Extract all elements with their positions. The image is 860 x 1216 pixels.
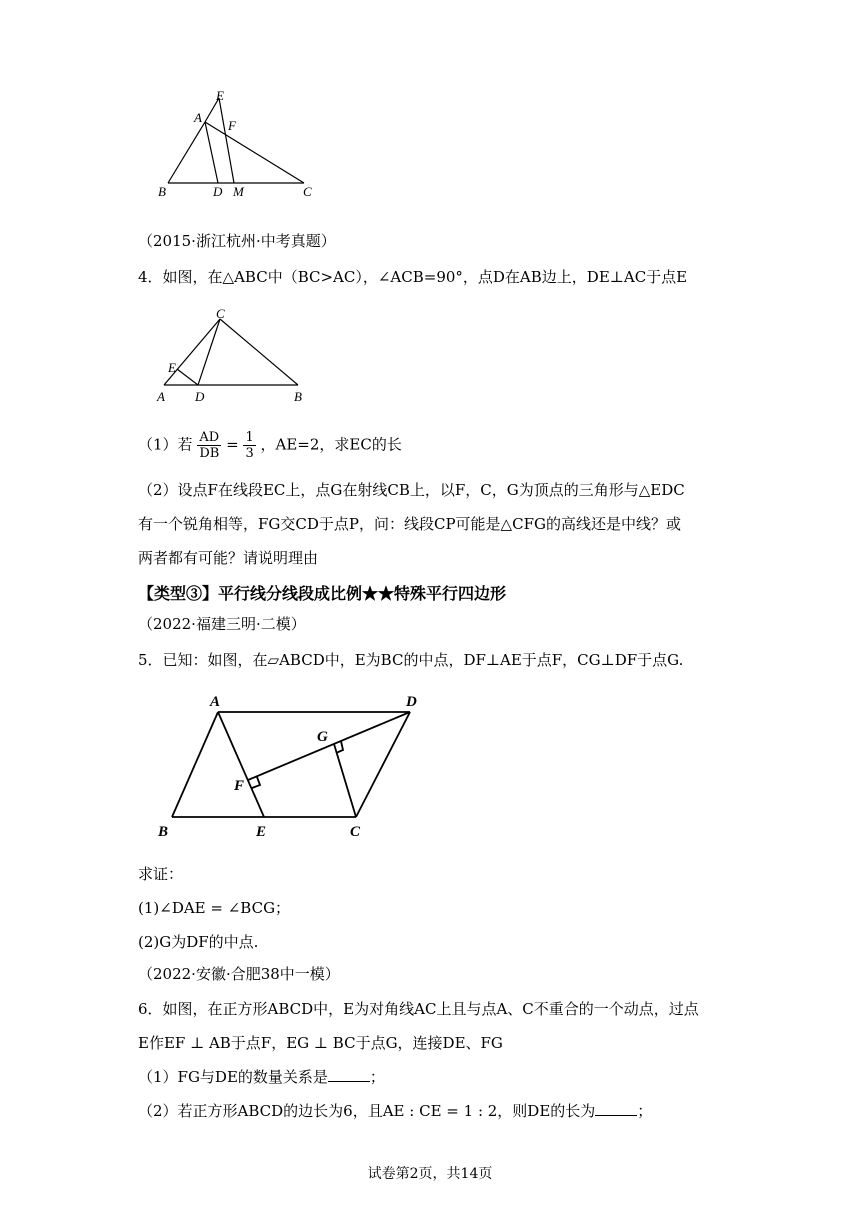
fraction-1-3: $\frac{1}{3}$	[245, 430, 254, 461]
question-6-line1	[138, 998, 699, 1019]
question-number: 5．	[138, 651, 163, 669]
label-c: C	[350, 824, 361, 840]
question-text: 如图，在△ABC中（BC>AC），∠ACB=90°，点D在AB边上，DE⊥AC于点E	[162, 268, 688, 286]
prove-item-2: (2)G为DF的中点.	[138, 933, 259, 951]
part1-prefix: （1）若	[138, 435, 193, 454]
question-4-part-2-line1: （2）设点F在线段EC上，点G在射线CB上，以F，C，G为顶点的三角形与△EDC	[138, 481, 685, 499]
label-f: F	[228, 118, 236, 133]
section-title: 【类型③】平行线分线段成比例★★特殊平行四边形	[138, 584, 507, 603]
label-a: A	[194, 110, 202, 125]
figure-parallelogram-abcd	[150, 686, 440, 846]
question-5-stem	[138, 649, 683, 670]
label-e: E	[216, 88, 224, 103]
source-2022-fujian: （2022·福建三明·二模）	[138, 615, 306, 633]
page-footer: 试卷第2页，共14页	[367, 1166, 493, 1182]
part1-prefix: （1）FG与DE的数量关系是	[138, 1068, 328, 1086]
label-g: G	[317, 729, 328, 745]
label-d: D	[213, 184, 223, 199]
question-text: 已知：如图，在▱ABCD中，E为BC的中点，DF⊥AE于点F，CG⊥DF于点G.	[162, 651, 684, 669]
label-e: E	[256, 824, 267, 840]
label-a: A	[210, 694, 221, 710]
label-a: A	[157, 389, 165, 404]
question-4-part-1: （1）若 $\frac{AD}{DB}$ = $\frac{1}{3}$ ，AE=2，求EC的长	[138, 430, 402, 461]
label-m: M	[233, 184, 244, 199]
question-text: 如图，在正方形ABCD中，E为对角线AC上且与点A、C不重合的一个动点，过点	[162, 1000, 699, 1018]
label-b: B	[158, 184, 166, 199]
label-c: C	[303, 184, 312, 199]
fraction-ad-db: $\frac{AD}{DB}$	[199, 430, 220, 461]
question-6-part-2	[138, 1100, 652, 1121]
answer-blank-2[interactable]	[595, 1101, 637, 1116]
question-6-part-1	[138, 1066, 385, 1087]
label-e: E	[168, 360, 176, 375]
question-4-part-2-line2: 有一个锐角相等，FG交CD于点P，问：线段CP可能是△CFG的高线还是中线？或	[138, 515, 681, 533]
part2-suffix: ；	[637, 1102, 653, 1120]
source-2015: （2015·浙江杭州·中考真题）	[138, 232, 336, 250]
prove-label: 求证：	[138, 865, 184, 883]
part1-suffix: ，AE=2，求EC的长	[260, 435, 402, 454]
label-c: C	[216, 306, 225, 321]
figure-triangle-abc-2	[150, 305, 320, 410]
figure-triangle-abc-1	[150, 84, 330, 204]
question-4-stem	[138, 266, 687, 287]
question-4-part-2-line3: 两者都有可能？请说明理由	[138, 549, 319, 567]
label-f: F	[234, 778, 245, 794]
question-number: 6．	[138, 1000, 163, 1018]
part2-prefix: （2）若正方形ABCD的边长为6，且AE : CE = 1 : 2，则DE的长为	[138, 1102, 596, 1120]
label-b: B	[294, 389, 302, 404]
prove-item-1: (1)∠DAE = ∠BCG；	[138, 899, 291, 917]
question-number: 4．	[138, 268, 163, 286]
part1-suffix: ；	[369, 1068, 385, 1086]
label-b: B	[158, 824, 169, 840]
question-6-line2: E作EF ⊥ AB于点F，EG ⊥ BC于点G，连接DE、FG	[138, 1034, 503, 1052]
label-d: D	[406, 694, 417, 710]
answer-blank-1[interactable]	[328, 1067, 370, 1082]
source-2022-anhui: （2022·安徽·合肥38中一模）	[138, 965, 340, 983]
label-d: D	[195, 389, 205, 404]
